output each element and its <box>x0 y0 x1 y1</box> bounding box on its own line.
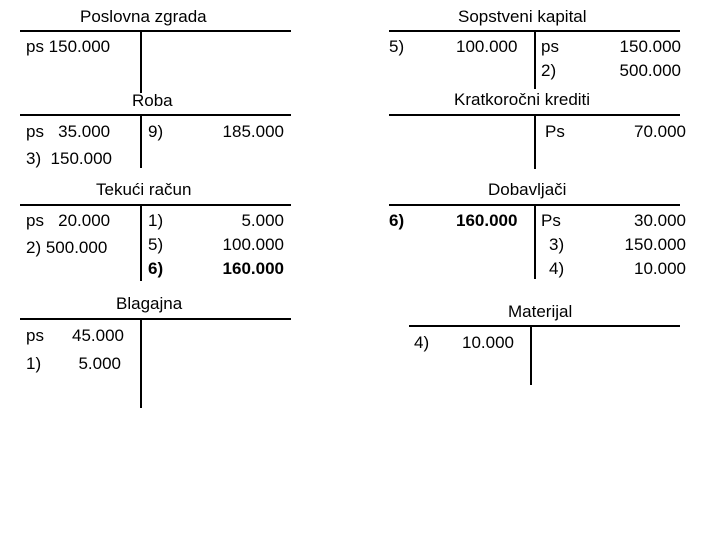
tekuci-racun-debit-entry: ps 20.000 <box>26 211 111 230</box>
sopstveni-kapital-credit-ref: 2) <box>541 61 557 80</box>
poslovna-zgrada-top-line <box>20 30 291 32</box>
dobavljaci-credit-ref: 3) <box>549 235 565 254</box>
blagajna-title: Blagajna <box>116 294 183 313</box>
roba-debit-entry: 3) 150.000 <box>26 149 113 168</box>
tekuci-racun-title: Tekući račun <box>96 180 192 199</box>
roba-divider <box>140 115 142 168</box>
dobavljaci-debit-ref: 6) <box>389 211 405 230</box>
kratkorocni-krediti-credit-ref: Ps <box>545 122 565 141</box>
roba-top-line <box>20 114 291 116</box>
tekuci-racun-credit-ref: 5) <box>148 235 164 254</box>
dobavljaci-credit-ref: 4) <box>549 259 565 278</box>
blagajna-divider <box>140 319 142 408</box>
roba-debit-entry: ps 35.000 <box>26 122 111 141</box>
poslovna-zgrada-title: Poslovna zgrada <box>80 7 207 26</box>
kratkorocni-krediti-credit-amount: 70.000 <box>634 122 686 141</box>
dobavljaci-debit-amount: 160.000 <box>456 211 518 230</box>
tekuci-racun-debit-entry: 2) 500.000 <box>26 238 108 257</box>
materijal-debit-amount: 10.000 <box>462 333 514 352</box>
sopstveni-kapital-credit-amount: 500.000 <box>619 61 681 80</box>
blagajna-debit-ref: 1) <box>26 354 42 373</box>
sopstveni-kapital-credit-ref: ps <box>541 37 559 56</box>
roba-credit-ref: 9) <box>148 122 164 141</box>
blagajna-debit-amount: 45.000 <box>72 326 124 345</box>
dobavljaci-credit-ref: Ps <box>541 211 561 230</box>
blagajna-debit-ref: ps <box>26 326 44 345</box>
tekuci-racun-credit-amount: 160.000 <box>222 259 284 278</box>
poslovna-zgrada-debit-entry: ps 150.000 <box>26 37 111 56</box>
dobavljaci-title: Dobavljači <box>488 180 567 199</box>
sopstveni-kapital-debit-amount: 100.000 <box>456 37 518 56</box>
roba-title: Roba <box>132 91 173 110</box>
tekuci-racun-divider <box>140 205 142 281</box>
dobavljaci-divider <box>534 205 536 279</box>
kratkorocni-krediti-divider <box>534 115 536 169</box>
tekuci-racun-credit-amount: 100.000 <box>222 235 284 254</box>
sopstveni-kapital-debit-ref: 5) <box>389 37 405 56</box>
tekuci-racun-credit-ref: 1) <box>148 211 164 230</box>
sopstveni-kapital-credit-amount: 150.000 <box>619 37 681 56</box>
blagajna-top-line <box>20 318 291 320</box>
tekuci-racun-credit-ref: 6) <box>148 259 164 278</box>
kratkorocni-krediti-title: Kratkoročni krediti <box>454 90 591 109</box>
dobavljaci-credit-amount: 30.000 <box>634 211 686 230</box>
materijal-top-line <box>409 325 680 327</box>
tekuci-racun-top-line <box>20 204 291 206</box>
poslovna-zgrada-divider <box>140 31 142 93</box>
blagajna-debit-amount: 5.000 <box>78 354 121 373</box>
sopstveni-kapital-title: Sopstveni kapital <box>458 7 587 26</box>
materijal-debit-ref: 4) <box>414 333 430 352</box>
tekuci-racun-credit-amount: 5.000 <box>241 211 284 230</box>
materijal-title: Materijal <box>508 302 573 321</box>
dobavljaci-credit-amount: 10.000 <box>634 259 686 278</box>
roba-credit-amount: 185.000 <box>222 122 284 141</box>
sopstveni-kapital-divider <box>534 31 536 89</box>
dobavljaci-credit-amount: 150.000 <box>624 235 686 254</box>
materijal-divider <box>530 326 532 385</box>
